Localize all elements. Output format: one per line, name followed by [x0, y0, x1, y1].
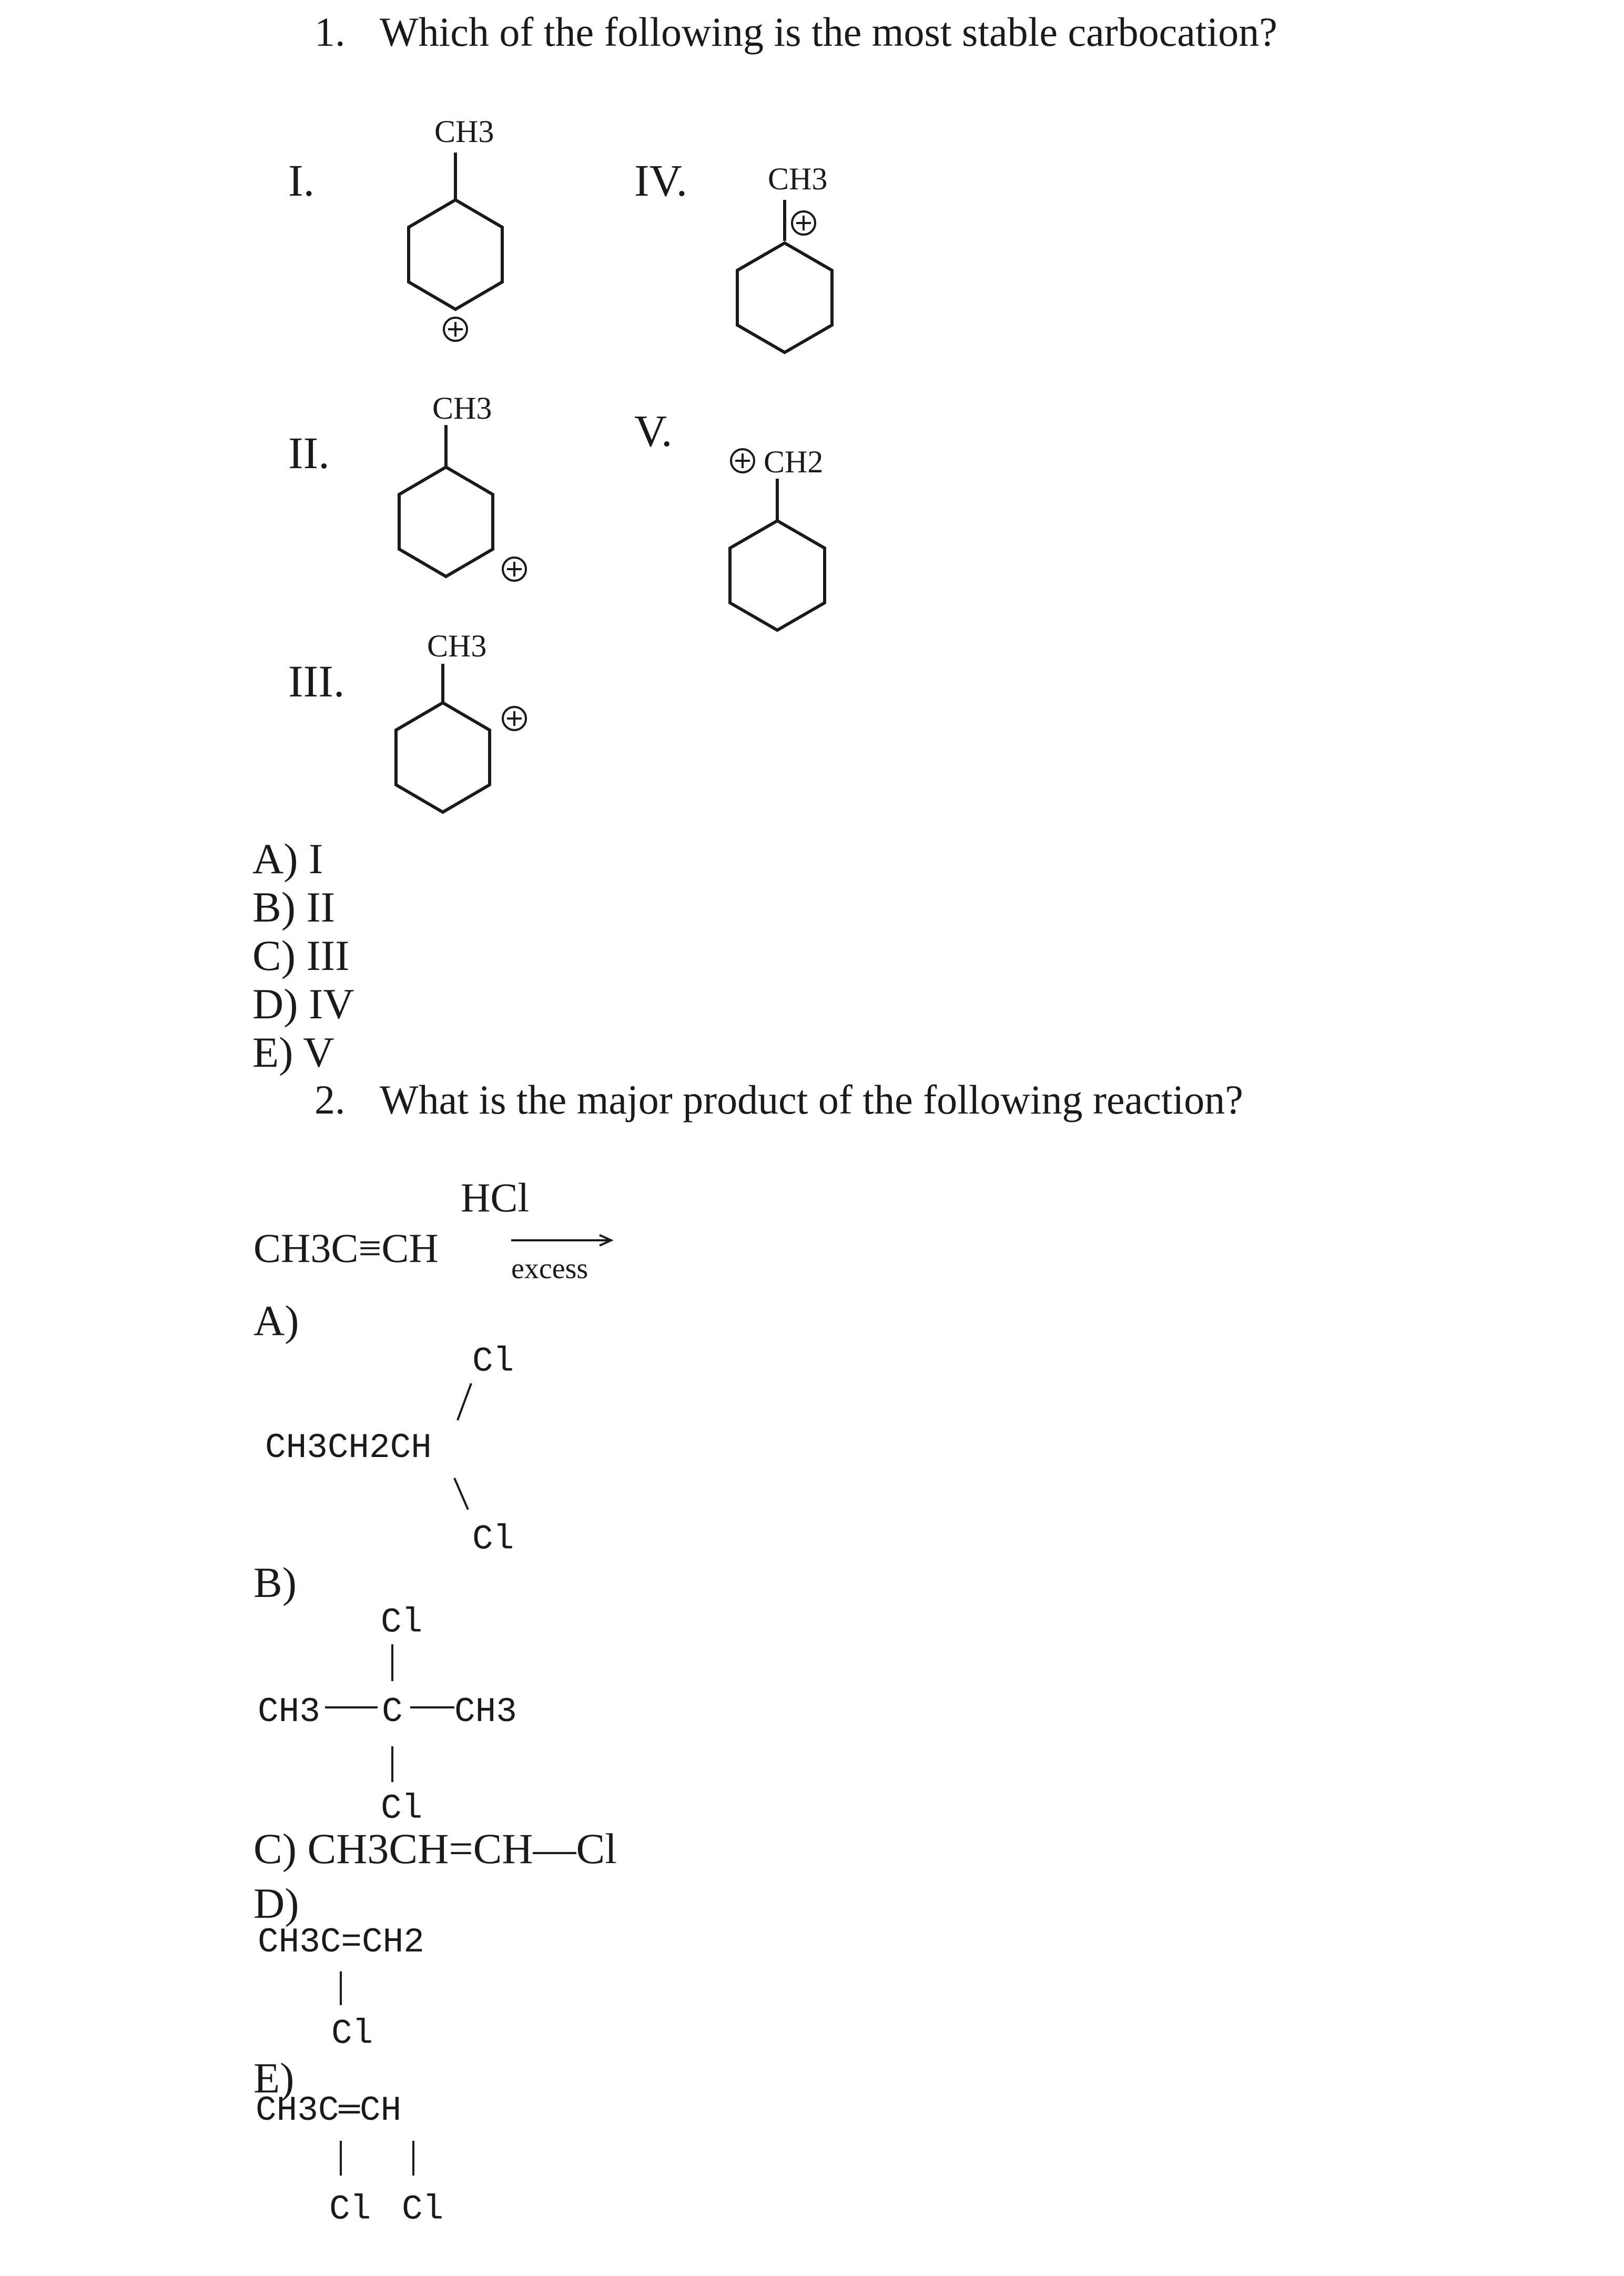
q1-answer-b: B) II [252, 883, 336, 931]
q2-option-b-center: C [382, 1692, 403, 1732]
structure-4-substituent: CH3 [768, 161, 828, 196]
q2-option-b-cl-bottom: Cl [381, 1789, 423, 1828]
reactant-formula: CH3C≡CH [253, 1225, 439, 1271]
structure-3-substituent: CH3 [427, 629, 487, 663]
question-1-text: Which of the following is the most stable carbocation? [380, 9, 1277, 55]
question-2-text: What is the major product of the following reaction? [380, 1077, 1243, 1122]
structure-4-label: IV. [634, 155, 688, 206]
q2-option-e-label: E) [253, 2054, 295, 2102]
q2-option-a-cl-bottom: Cl [472, 1520, 514, 1559]
reagent-label: HCl [461, 1175, 530, 1220]
q2-option-d-main: CH3C=CH2 [258, 1923, 424, 1962]
q2-option-b-label: B) [253, 1559, 297, 1606]
structure-2-label: II. [288, 428, 330, 478]
q2-option-b-cl-top: Cl [381, 1603, 423, 1642]
q2-option-e-cl2: Cl [402, 2190, 444, 2229]
q1-answer-c: C) III [252, 932, 350, 979]
q2-option-a-label: A) [253, 1297, 299, 1344]
structure-1-substituent: CH3 [434, 114, 494, 149]
reaction-condition: excess [511, 1252, 588, 1285]
structure-5-substituent: CH2 [764, 444, 824, 479]
structure-1-label: I. [288, 155, 315, 206]
q1-answer-a: A) I [252, 835, 323, 883]
structure-3-label: III. [288, 656, 345, 706]
question-2-number: 2. [314, 1077, 346, 1122]
q2-option-a-cl-top: Cl [472, 1342, 514, 1381]
question-1-number: 1. [314, 9, 346, 55]
q2-option-b-right: CH3 [454, 1692, 517, 1732]
q1-answer-d: D) IV [252, 980, 354, 1028]
structure-2-substituent: CH3 [432, 391, 492, 426]
q2-option-e-cl1: Cl [329, 2190, 371, 2229]
q2-option-c: C) CH3CH=CH—Cl [253, 1825, 617, 1873]
q1-answer-e: E) V [252, 1028, 334, 1076]
q2-option-d-label: D) [253, 1879, 299, 1927]
q2-option-b-left: CH3 [258, 1692, 320, 1732]
q2-option-a-main: CH3CH2CH [265, 1428, 432, 1468]
structure-5-label: V. [634, 406, 673, 456]
q2-option-e-main: CH3C═CH [256, 2091, 402, 2130]
q2-option-d-cl: Cl [331, 2014, 373, 2054]
